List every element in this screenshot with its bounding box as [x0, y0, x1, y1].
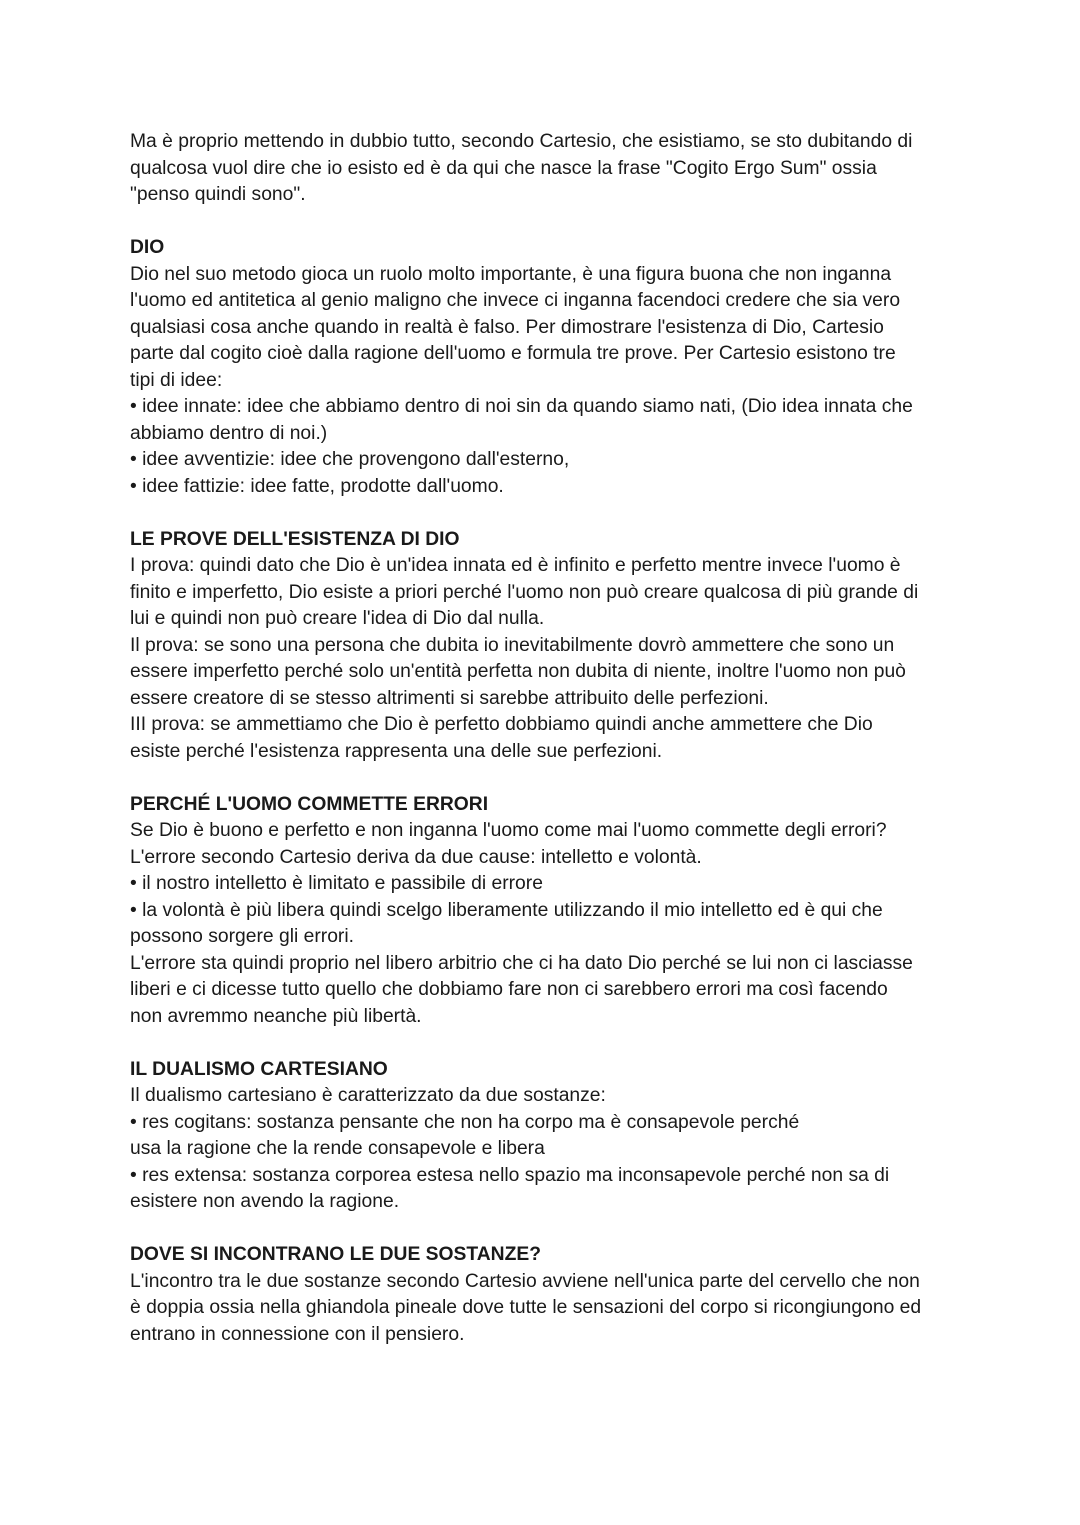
text-line: Dio nel suo metodo gioca un ruolo molto importante, è una figura buona che non inganna — [130, 263, 892, 285]
text-line: essere imperfetto perché solo un'entità perfetta non dubita di niente, inoltre l'uomo non può — [130, 661, 906, 682]
text-line: Il prova: se sono una persona che dubita io inevitabilmente dovrò ammettere che sono un — [130, 634, 895, 656]
text-line: entrano in connessione con il pensiero. — [130, 1323, 465, 1345]
section — [130, 1057, 960, 1216]
text-line: lui e quindi non può creare l'idea di Dio dal nulla. — [130, 608, 545, 629]
text-line: possono sorgere gli errori. — [130, 926, 354, 947]
bullet-item: • idee avventizie: idee che provengono dall'esterno, — [130, 447, 960, 474]
section-heading: LE PROVE DELL'ESISTENZA DI DIO — [130, 528, 460, 550]
text-line: finito e imperfetto, Dio esiste a priori perché l'uomo non può creare qualcosa di più grande di — [130, 581, 919, 603]
text-line: I prova: quindi dato che Dio è un'idea innata ed è infinito e perfetto mentre invece l'uomo è — [130, 555, 901, 576]
section-heading: PERCHÉ L'UOMO COMMETTE ERRORI — [130, 793, 489, 815]
text-line: L'errore secondo Cartesio deriva da due cause: intelletto e volontà. — [130, 846, 702, 868]
text-line: L'errore sta quindi proprio nel libero arbitrio che ci ha dato Dio perché se lui non ci lasciasse — [130, 952, 913, 974]
text-line: è doppia ossia nella ghiandola pineale dove tutte le sensazioni del corpo si ricongiungono ed — [130, 1297, 922, 1318]
section — [130, 792, 960, 1031]
sections-container — [130, 235, 960, 1348]
section-heading: DOVE SI INCONTRANO LE DUE SOSTANZE? — [130, 1244, 541, 1265]
text-line: Ma è proprio mettendo in dubbio tutto, secondo Cartesio, che esistiamo, se sto dubitando di — [130, 131, 913, 152]
section — [130, 1242, 960, 1348]
text-line: "penso quindi sono". — [130, 184, 306, 205]
section-heading: IL DUALISMO CARTESIANO — [130, 1058, 388, 1080]
text-line: qualsiasi cosa anche quando in realtà è falso. Per dimostrare l'esistenza di Dio, Cartesio — [130, 316, 884, 338]
text-line: esistere non avendo la ragione. — [130, 1191, 400, 1212]
bullet-item: • idee innate: idee che abbiamo dentro di noi sin da quando siamo nati, (Dio idea innata che — [130, 394, 960, 421]
text-line: Il dualismo cartesiano è caratterizzato da due sostanze: — [130, 1085, 606, 1106]
text-line: tipi di idee: — [130, 369, 223, 391]
section — [130, 235, 960, 500]
text-line: qualcosa vuol dire che io esisto ed è da qui che nasce la frase "Cogito Ergo Sum" ossia — [130, 157, 877, 179]
text-line: Se Dio è buono e perfetto e non inganna l'uomo come mai l'uomo commette degli errori? — [130, 820, 887, 841]
section-heading: DIO — [130, 237, 165, 258]
bullet-item: • res extensa: sostanza corporea estesa nello spazio ma inconsapevole perché non sa di — [130, 1163, 960, 1190]
text-line: abbiamo dentro di noi.) — [130, 422, 328, 444]
text-line: esiste perché l'esistenza rappresenta una delle sue perfezioni. — [130, 740, 663, 762]
bullet-item: • idee fattizie: idee fatte, prodotte dall'uomo. — [130, 474, 960, 501]
bullet-item: • la volontà è più libera quindi scelgo liberamente utilizzando il mio intelletto ed è qui che — [130, 898, 960, 925]
text-line: L'incontro tra le due sostanze secondo Cartesio avviene nell'unica parte del cervello che non — [130, 1270, 920, 1292]
text-line: III prova: se ammettiamo che Dio è perfetto dobbiamo quindi anche ammettere che Dio — [130, 714, 873, 735]
text-line: essere creatore di se stesso altrimenti si sarebbe attribuito delle perfezioni. — [130, 687, 769, 709]
text-line: usa la ragione che la rende consapevole e libera — [130, 1138, 545, 1159]
text-line: liberi e ci dicesse tutto quello che dobbiamo fare non ci sarebbero errori ma così facendo — [130, 979, 888, 1000]
intro-paragraph — [130, 129, 960, 209]
document-page — [130, 129, 960, 1348]
bullet-item: • il nostro intelletto è limitato e passibile di errore — [130, 871, 960, 898]
section — [130, 527, 960, 766]
text-line: non avremmo neanche più libertà. — [130, 1005, 422, 1027]
bullet-item: • res cogitans: sostanza pensante che non ha corpo ma è consapevole perché — [130, 1110, 960, 1137]
text-line: parte dal cogito cioè dalla ragione dell'uomo e formula tre prove. Per Cartesio esistono tre — [130, 343, 896, 364]
text-line: l'uomo ed antitetica al genio maligno che invece ci inganna facendoci credere che sia vero — [130, 290, 901, 311]
